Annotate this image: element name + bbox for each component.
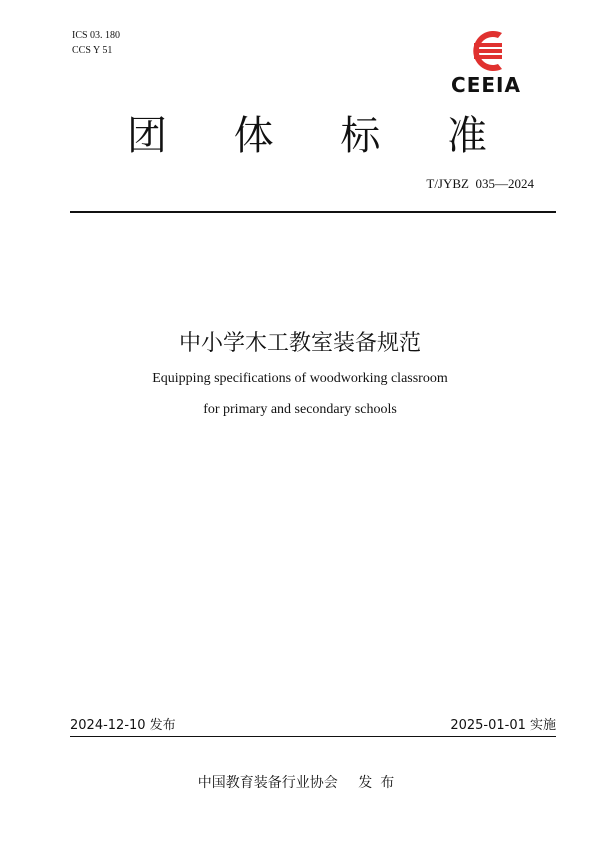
standard-code: T/JYBZ 035—2024 <box>426 176 534 191</box>
chinese-title: 中小学木工教室装备规范 <box>178 331 421 356</box>
logo-text: CEEIA <box>451 73 521 97</box>
issue-date: 2024-12-10 发布 <box>70 718 176 733</box>
ccs-code: CCS Y 51 <box>72 45 113 56</box>
standard-type-char: 准 <box>446 113 487 158</box>
publisher-name: 中国教育装备行业协会 <box>197 775 338 791</box>
ceeia-logo <box>444 27 528 97</box>
standard-type-char: 团 <box>127 113 167 158</box>
classification-codes <box>72 28 120 58</box>
standard-type-char: 体 <box>233 113 274 158</box>
ics-code: ICS 03. 180 <box>72 30 121 41</box>
footer-divider <box>70 736 556 737</box>
english-title-line-1: Equipping specifications of woodworking classroom <box>152 371 448 386</box>
standard-type-char: 标 <box>340 113 381 158</box>
standard-type-title <box>127 112 487 160</box>
publisher-line <box>0 772 600 792</box>
implementation-date: 2025-01-01 实施 <box>450 718 556 733</box>
publish-verb: 发布 <box>358 775 403 791</box>
header-divider <box>70 211 556 213</box>
english-title-line-2: for primary and secondary schools <box>203 402 397 417</box>
ceeia-emblem-icon <box>444 27 528 75</box>
